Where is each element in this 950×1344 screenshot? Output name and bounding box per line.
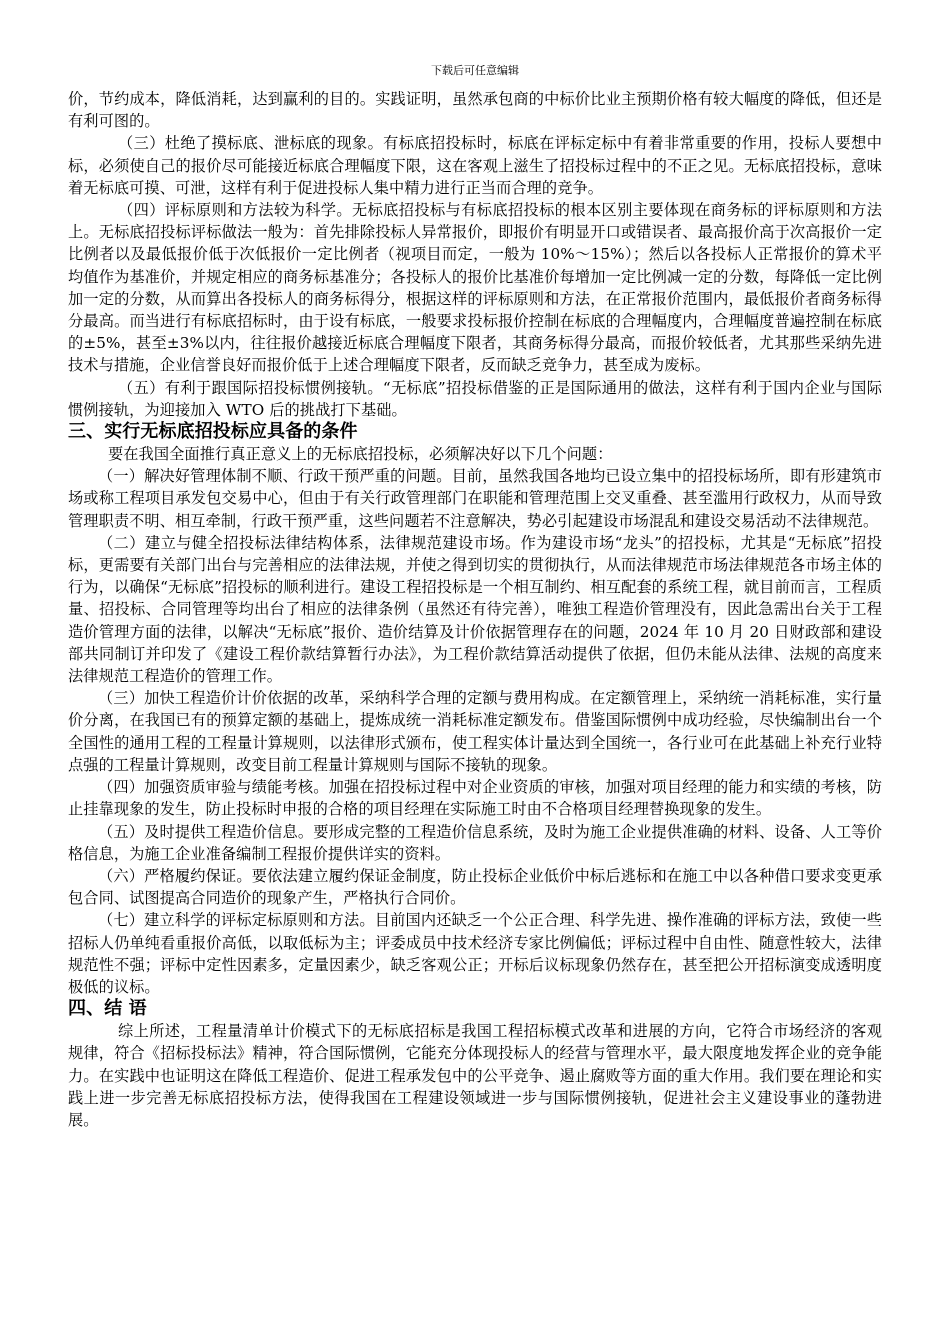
paragraph-condition-7: （七）建立科学的评标定标原则和方法。目前国内还缺乏一个公正合理、科学先进、操作准确的评标方法，致使一些招标人仍单纯看重报价高低，以取低标为主；评委成员中技术经济专家比例偏低；评标过程中自由性、随意性较大，法律规范性不强；评标中定性因素多，定量因素少，缺乏客观公正；开标后议标现象仍然存在，甚至把公开招标演变成透明度极低的议标。	[68, 911, 882, 996]
paragraph-item-5: （五）有利于跟国际招投标惯例接轨。“无标底”招投标借鉴的正是国际通用的做法，这样有利于国内企业与国际惯例接轨，为迎接加入 WTO 后的挑战打下基础。	[68, 378, 882, 419]
paragraph-condition-3: （三）加快工程造价计价依据的改革，采纳科学合理的定额与费用构成。在定额管理上，采纳统一消耗标准，实行量价分离，在我国已有的预算定额的基础上，提炼成统一消耗标准定额发布。借鉴国际惯例中成功经验，尽快编制出台一个全国性的通用工程的工程量计算规则，以法律形式颁布，使工程实体计量达到全国统一，各行业可在此基础上补充行业特点强的工程量计算规则，改变目前工程量计算规则与国际不接轨的现象。	[68, 689, 882, 774]
section-heading-3: 三、实行无标底招投标应具备的条件	[68, 421, 358, 443]
paragraph-condition-5: （五）及时提供工程造价信息。要形成完整的工程造价信息系统，及时为施工企业提供准确的材料、设备、人工等价格信息，为施工企业准备编制工程报价提供详实的资料。	[68, 822, 882, 863]
paragraph-intro: 要在我国全面推行真正意义上的无标底招投标，必须解决好以下几个问题：	[108, 445, 613, 464]
paragraph-item-3: （三）杜绝了摸标底、泄标底的现象。有标底招投标时，标底在评标定标中有着非常重要的作用，投标人要想中标，必须使自己的报价尽可能接近标底合理幅度下限，这在客观上滋生了招投标过程中的不正之见。无标底招投标，意味着无标底可摸、可泄，这样有利于促进投标人集中精力进行正当而合理的竞争。	[68, 134, 882, 197]
document-body	[68, 88, 882, 1131]
section-heading-4: 四、结 语	[68, 998, 147, 1020]
paragraph-item-4: （四）评标原则和方法较为科学。无标底招投标与有标底招投标的根本区别主要体现在商务标的评标原则和方法上。无标底招投标评标做法一般为：首先排除投标人异常报价，即报价有明显开口或错误者、最高报价高于次高报价一定比例者以及最低报价低于次低报价一定比例者（视项目而定，一般为 10%～15%）；然后以各投标人正常报价的算术平均值作为基准价，并规定相应的商务标基准分；各投标人的报价比基准价每增加一定比例减一定的分数，每降低一定比例加一定的分数，从而算出各投标人的商务标得分，根据这样的评标原则和方法，在正常报价范围内，最低报价者商务标得分最高。而当进行有标底招标时，由于设有标底，一般要求投标报价控制在标底的合理幅度内，合理幅度普遍控制在标底的±5%，甚至±3%以内，往往报价越接近标底合理幅度下限者，其商务标得分最高，而报价较低者，尤其那些采纳先进技术与措施，企业信誉良好而报价低于上述合理幅度下限者，反而缺乏竞争力，甚至成为废标。	[68, 201, 882, 375]
page-header: 下载后可任意编辑	[431, 64, 519, 77]
paragraph-condition-2: （二）建立与健全招投标法律结构体系，法律规范建设市场。作为建设市场“龙头”的招投标，尤其是“无标底”招投标，更需要有关部门出台与完善相应的法律法规，并使之得到切实的贯彻执行，从而法律规范市场法律规范各市场主体的行为，以确保“无标底”招投标的顺利进行。建设工程招投标是一个相互制约、相互配套的系统工程，就目前而言，工程质量、招投标、合同管理等均出台了相应的法律条例（虽然还有待完善），唯独工程造价管理没有，因此急需出台关于工程造价管理方面的法律，以解决“无标底”报价、造价结算及计价依据管理存在的问题，2024 年 10 月 20 日财政部和建设部共同制订并印发了《建设工程价款结算暂行办法》，为工程价款结算活动提供了依据，但仍未能从法律、法规的高度来法律规范工程造价的管理工作。	[68, 533, 882, 686]
paragraph-condition-6: （六）严格履约保证。要依法建立履约保证金制度，防止投标企业低价中标后逃标和在施工中以各种借口要求变更承包合同、试图提高合同造价的现象产生，严格执行合同价。	[68, 866, 882, 908]
paragraph-condition-4: （四）加强资质审验与绩能考核。加强在招投标过程中对企业资质的审核，加强对项目经理的能力和实绩的考核，防止挂靠现象的发生，防止投标时申报的合格的项目经理在实际施工时由不合格项目经理替换现象的发生。	[68, 778, 882, 819]
paragraph-continued: 价，节约成本，降低消耗，达到赢利的目的。实践证明，虽然承包商的中标价比业主预期价格有较大幅度的降低，但还是有利可图的。	[68, 90, 882, 131]
paragraph-conclusion: 综上所述，工程量清单计价模式下的无标底招标是我国工程招标模式改革和进展的方向，它符合市场经济的客观规律，符合《招标投标法》精神，符合国际惯例，它能充分体现投标人的经营与管理水平，最大限度地发挥企业的竞争能力。在实践中也证明这在降低工程造价、促进工程承发包中的公平竞争、遏止腐败等方面的重大作用。我们要在理论和实践上进一步完善无标底招投标方法，使得我国在工程建设领域进一步与国际惯例接轨，促进社会主义建设事业的蓬勃进展。	[68, 1022, 882, 1129]
paragraph-condition-1: （一）解决好管理体制不顺、行政干预严重的问题。目前，虽然我国各地均已设立集中的招投标场所，即有形建筑市场或称工程项目承发包交易中心，但由于有关行政管理部门在职能和管理范围上交叉重叠、甚至滥用行政权力，从而导致管理职责不明、相互牵制，行政干预严重，这些问题若不注意解决，势必引起建设市场混乱和建设交易活动不法律规范。	[68, 467, 882, 530]
